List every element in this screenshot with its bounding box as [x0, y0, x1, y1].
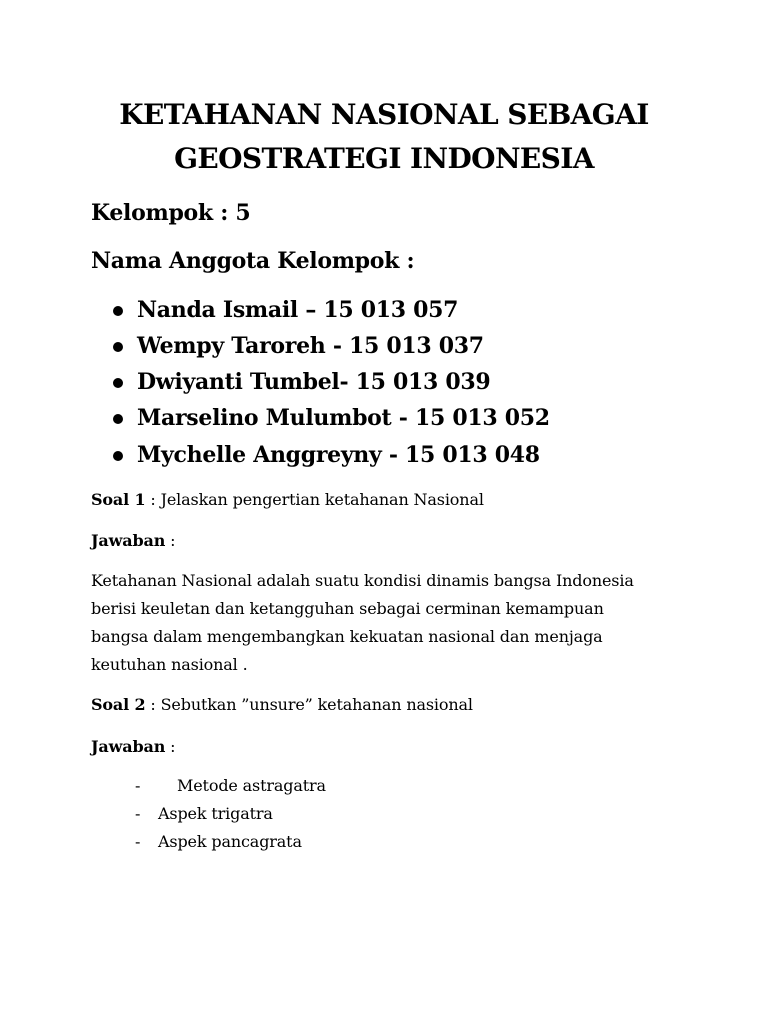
member-name: Dwiyanti Tumbel- 15 013 039 — [137, 369, 491, 395]
answer-1-suffix: : — [165, 531, 176, 550]
bullet-icon — [113, 451, 123, 461]
bullet-icon — [113, 414, 123, 424]
member-name: Wempy Taroreh - 15 013 037 — [137, 333, 484, 359]
dash-icon: - — [135, 832, 141, 851]
member-name: Nanda Ismail – 15 013 057 — [137, 297, 459, 323]
answer-1-label: Jawaban — [91, 531, 166, 550]
document-title-line-1: KETAHANAN NASIONAL SEBAGAI — [119, 98, 649, 131]
document-title-line-2: GEOSTRATEGI INDONESIA — [174, 142, 594, 175]
answer-2-item-text: Aspek trigatra — [158, 804, 273, 823]
dash-icon: - — [135, 776, 141, 795]
group-number: Kelompok : 5 — [91, 200, 251, 226]
answer-1-text: Ketahanan Nasional adalah suatu kondisi dinamis bangsa Indonesia berisi keuletan dan ketangguhan sebagai cerminan kemampuan bangsa dalam mengembangkan kekuatan nasional dan menjaga keutuhan nasional . — [91, 571, 634, 674]
member-name: Mychelle Anggreyny - 15 013 048 — [137, 442, 540, 468]
member-name: Marselino Mulumbot - 15 013 052 — [137, 405, 550, 431]
question-2-text: : Sebutkan ”unsure” ketahanan nasional — [145, 695, 473, 714]
bullet-icon — [113, 306, 123, 316]
dash-icon: - — [135, 804, 141, 823]
question-1-label: Soal 1 — [91, 490, 146, 509]
question-1 — [91, 486, 691, 514]
answer-2-item-text: Aspek pancagrata — [158, 832, 302, 851]
answer-2-label: Jawaban — [91, 737, 166, 756]
bullet-icon — [113, 342, 123, 352]
question-2 — [91, 691, 691, 719]
question-1-text: : Jelaskan pengertian ketahanan Nasional — [145, 490, 484, 509]
answer-2-heading — [91, 733, 691, 761]
answer-2-item-text: Metode astragatra — [177, 776, 326, 795]
bullet-icon — [113, 378, 123, 388]
question-2-label: Soal 2 — [91, 695, 146, 714]
answer-1-heading — [91, 527, 691, 555]
answer-2-suffix: : — [165, 737, 176, 756]
members-heading: Nama Anggota Kelompok : — [91, 248, 415, 274]
